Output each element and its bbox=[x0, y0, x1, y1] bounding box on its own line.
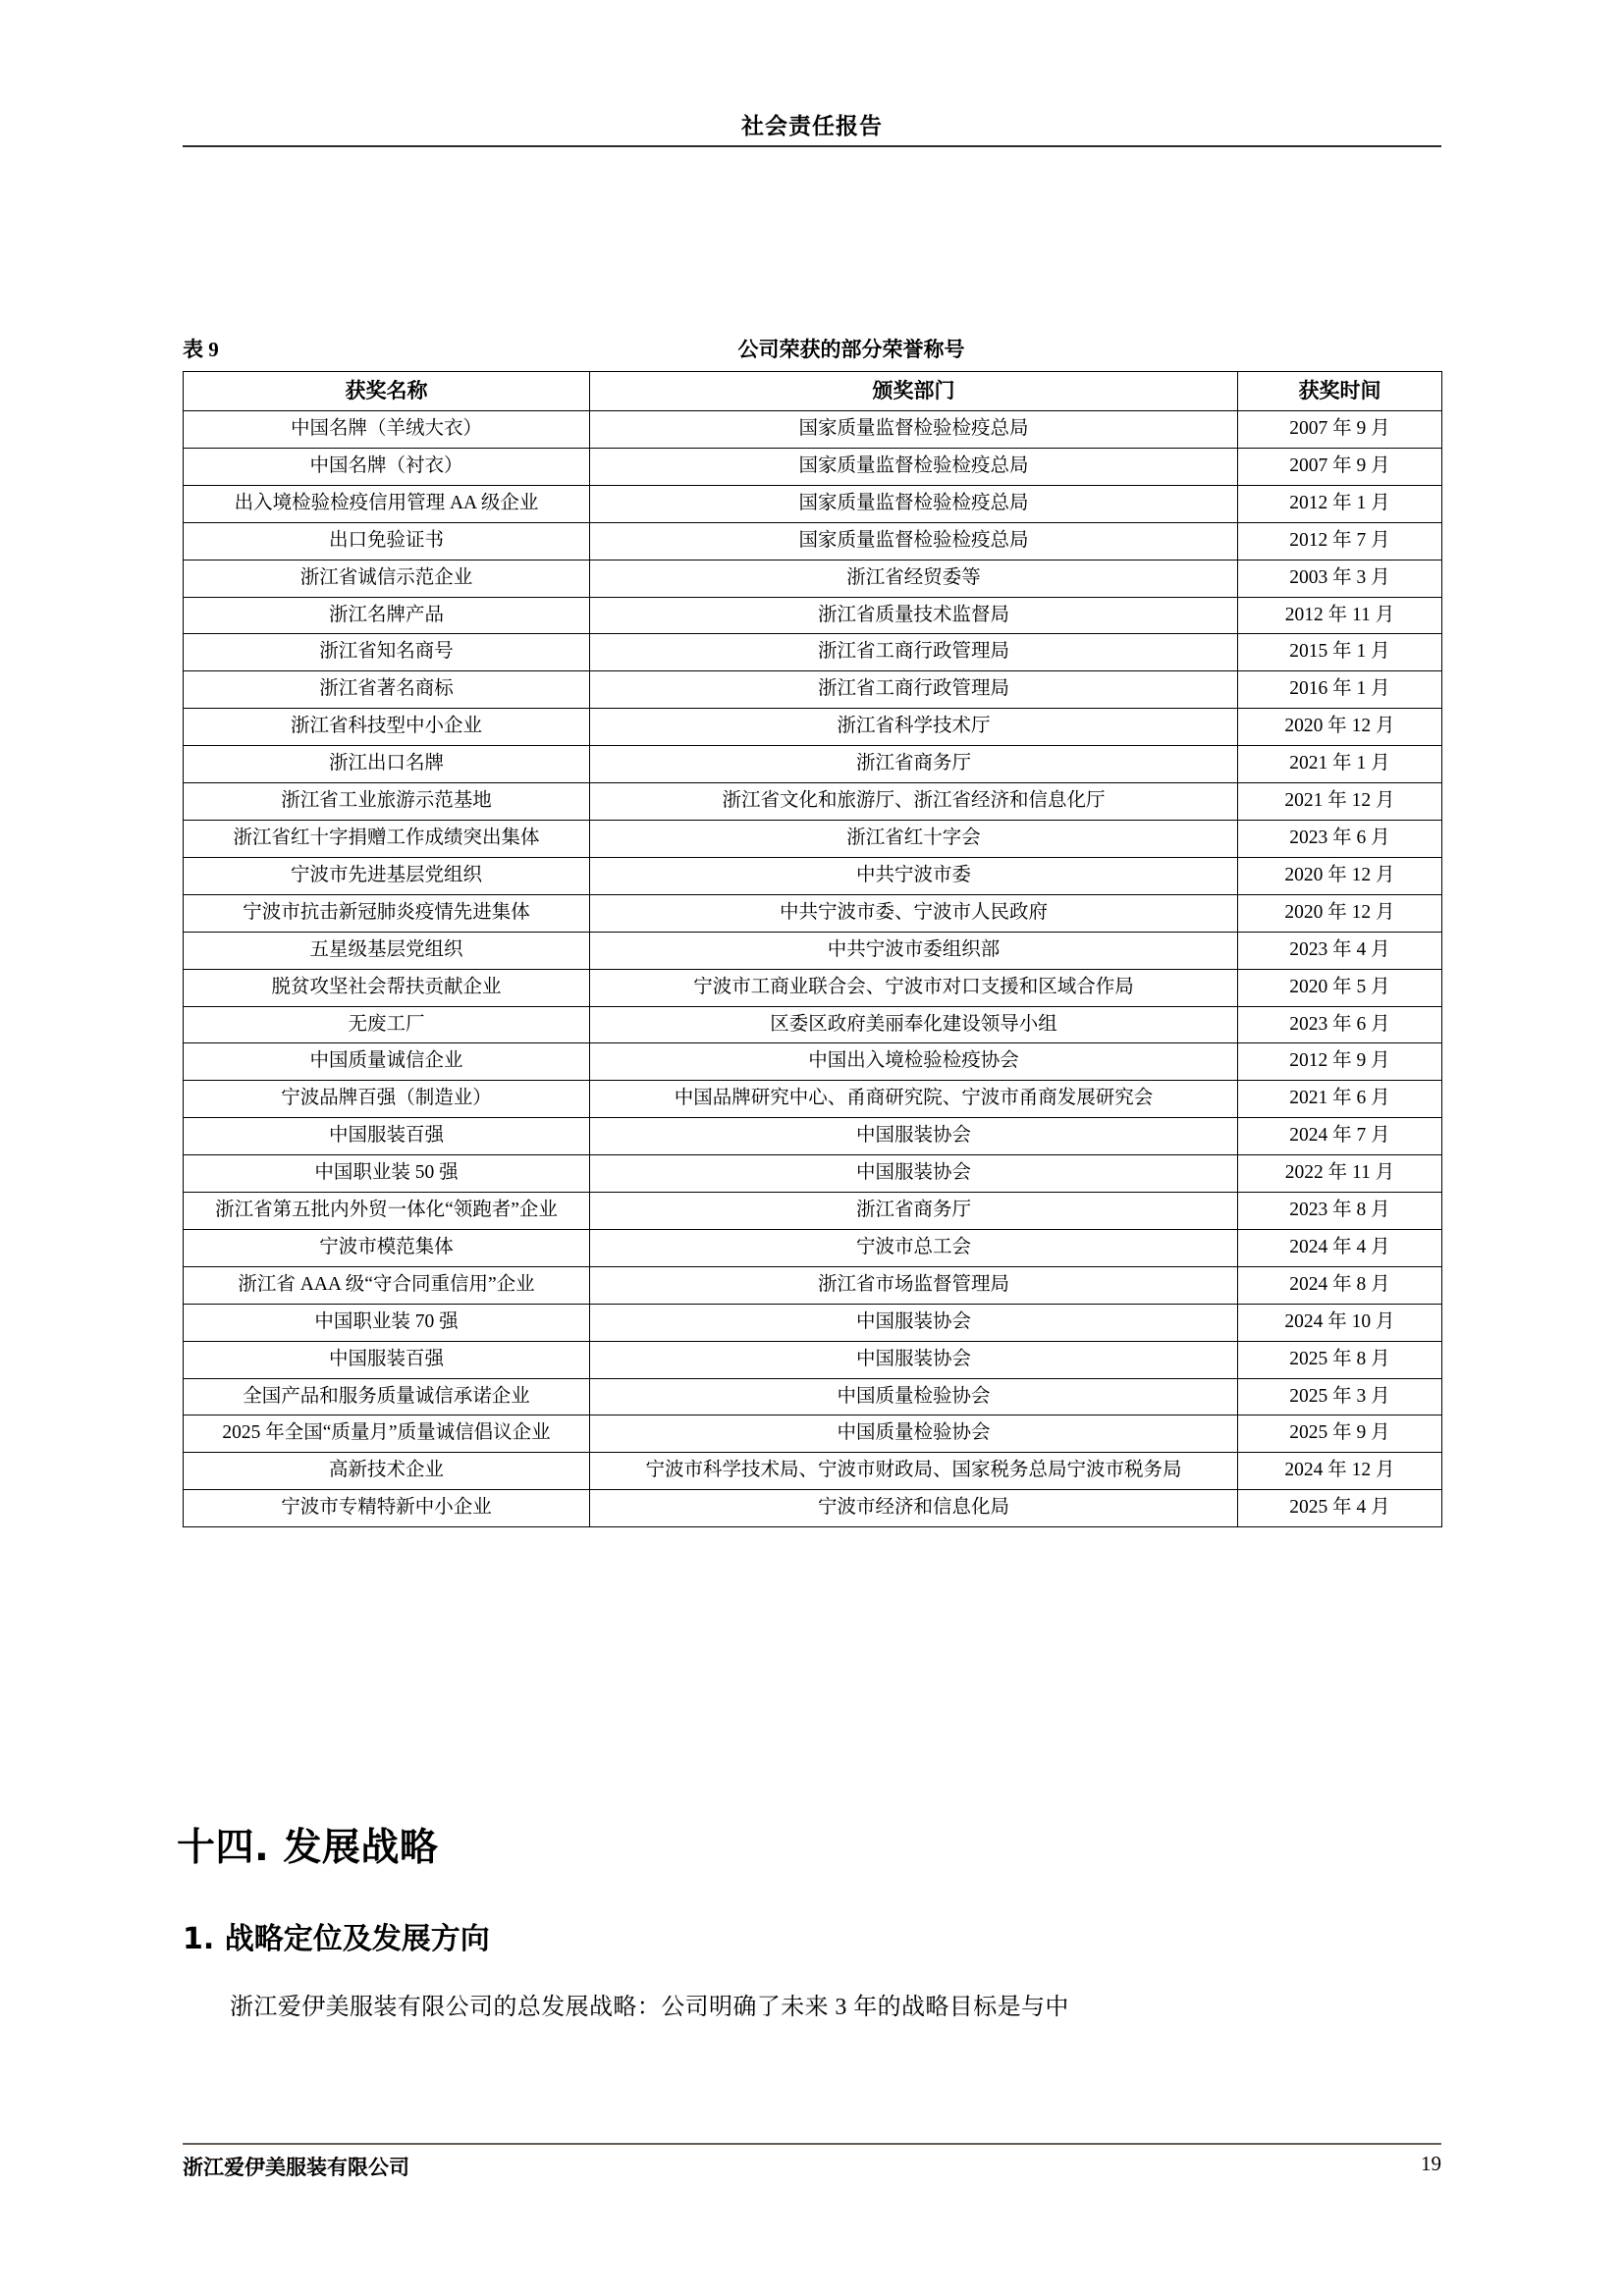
table-cell-name: 中国职业装 70 强 bbox=[184, 1304, 590, 1341]
table-row bbox=[184, 485, 1442, 522]
table-cell-name: 五星级基层党组织 bbox=[184, 932, 590, 969]
table-cell-date: 2023 年 6 月 bbox=[1238, 1006, 1442, 1043]
table-cell-name: 浙江省工业旅游示范基地 bbox=[184, 783, 590, 821]
table-row bbox=[184, 783, 1442, 821]
table-cell-dept: 国家质量监督检验检疫总局 bbox=[590, 411, 1238, 449]
table-cell-date: 2020 年 12 月 bbox=[1238, 709, 1442, 746]
table-cell-dept: 区委区政府美丽奉化建设领导小组 bbox=[590, 1006, 1238, 1043]
table-cell-name: 出入境检验检疫信用管理 AA 级企业 bbox=[184, 485, 590, 522]
table-row bbox=[184, 746, 1442, 783]
table-caption-title: 公司荣获的部分荣誉称号 bbox=[737, 338, 965, 361]
table-row bbox=[184, 1490, 1442, 1527]
table-cell-name: 宁波市专精特新中小企业 bbox=[184, 1490, 590, 1527]
table-row bbox=[184, 1378, 1442, 1415]
table-cell-dept: 浙江省红十字会 bbox=[590, 820, 1238, 857]
table-cell-dept: 中国服装协会 bbox=[590, 1304, 1238, 1341]
table-row bbox=[184, 1229, 1442, 1266]
table-cell-date: 2007 年 9 月 bbox=[1238, 448, 1442, 485]
table-cell-dept: 浙江省工商行政管理局 bbox=[590, 671, 1238, 709]
footer-divider bbox=[183, 2143, 1441, 2145]
table-cell-date: 2003 年 3 月 bbox=[1238, 560, 1442, 597]
table-row bbox=[184, 894, 1442, 932]
table-row bbox=[184, 1193, 1442, 1230]
table-row bbox=[184, 932, 1442, 969]
table-cell-name: 2025 年全国“质量月”质量诚信倡议企业 bbox=[184, 1415, 590, 1453]
table-cell-dept: 中国出入境检验检疫协会 bbox=[590, 1043, 1238, 1081]
table-cell-name: 出口免验证书 bbox=[184, 522, 590, 560]
subsection-heading-strategic-positioning: 1. 战略定位及发展方向 bbox=[183, 1922, 490, 1956]
table-cell-date: 2012 年 1 月 bbox=[1238, 485, 1442, 522]
table-cell-date: 2021 年 6 月 bbox=[1238, 1081, 1442, 1118]
table-cell-name: 宁波市抗击新冠肺炎疫情先进集体 bbox=[184, 894, 590, 932]
table-cell-dept: 国家质量监督检验检疫总局 bbox=[590, 522, 1238, 560]
table-header-row bbox=[184, 372, 1442, 411]
table-cell-dept: 中国服装协会 bbox=[590, 1155, 1238, 1193]
table-cell-date: 2021 年 12 月 bbox=[1238, 783, 1442, 821]
table-cell-name: 浙江出口名牌 bbox=[184, 746, 590, 783]
table-cell-date: 2024 年 12 月 bbox=[1238, 1453, 1442, 1490]
table-row bbox=[184, 1155, 1442, 1193]
footer-page-number: 19 bbox=[1421, 2152, 1441, 2175]
table-cell-dept: 浙江省质量技术监督局 bbox=[590, 597, 1238, 634]
table-row bbox=[184, 522, 1442, 560]
table-cell-dept: 宁波市科学技术局、宁波市财政局、国家税务总局宁波市税务局 bbox=[590, 1453, 1238, 1490]
table-cell-date: 2025 年 4 月 bbox=[1238, 1490, 1442, 1527]
table-cell-date: 2023 年 8 月 bbox=[1238, 1193, 1442, 1230]
table-cell-dept: 中国服装协会 bbox=[590, 1118, 1238, 1155]
table-row bbox=[184, 857, 1442, 894]
table-row bbox=[184, 1043, 1442, 1081]
table-cell-dept: 宁波市经济和信息化局 bbox=[590, 1490, 1238, 1527]
table-cell-date: 2024 年 7 月 bbox=[1238, 1118, 1442, 1155]
table-cell-date: 2015 年 1 月 bbox=[1238, 634, 1442, 671]
table-cell-name: 中国质量诚信企业 bbox=[184, 1043, 590, 1081]
table-cell-name: 中国服装百强 bbox=[184, 1118, 590, 1155]
body-paragraph: 浙江爱伊美服装有限公司的总发展战略：公司明确了未来 3 年的战略目标是与中 bbox=[230, 1995, 1069, 2020]
table-cell-date: 2007 年 9 月 bbox=[1238, 411, 1442, 449]
table-row bbox=[184, 411, 1442, 449]
page-header-title: 社会责任报告 bbox=[741, 114, 883, 138]
table-row bbox=[184, 634, 1442, 671]
table-row bbox=[184, 1341, 1442, 1378]
table-row bbox=[184, 671, 1442, 709]
table-cell-dept: 中国质量检验协会 bbox=[590, 1378, 1238, 1415]
table-row bbox=[184, 1453, 1442, 1490]
header-divider bbox=[183, 145, 1441, 147]
column-header-name: 获奖名称 bbox=[184, 372, 590, 411]
table-cell-dept: 国家质量监督检验检疫总局 bbox=[590, 448, 1238, 485]
table-cell-date: 2025 年 9 月 bbox=[1238, 1415, 1442, 1453]
table-cell-date: 2020 年 5 月 bbox=[1238, 969, 1442, 1006]
table-cell-name: 浙江省科技型中小企业 bbox=[184, 709, 590, 746]
table-cell-date: 2024 年 8 月 bbox=[1238, 1266, 1442, 1304]
table-cell-date: 2025 年 3 月 bbox=[1238, 1378, 1442, 1415]
table-cell-dept: 中国质量检验协会 bbox=[590, 1415, 1238, 1453]
table-cell-date: 2024 年 4 月 bbox=[1238, 1229, 1442, 1266]
table-row bbox=[184, 1081, 1442, 1118]
table-cell-dept: 浙江省经贸委等 bbox=[590, 560, 1238, 597]
table-cell-name: 宁波品牌百强（制造业） bbox=[184, 1081, 590, 1118]
table-cell-date: 2025 年 8 月 bbox=[1238, 1341, 1442, 1378]
table-cell-dept: 浙江省商务厅 bbox=[590, 1193, 1238, 1230]
table-cell-date: 2020 年 12 月 bbox=[1238, 894, 1442, 932]
table-cell-date: 2020 年 12 月 bbox=[1238, 857, 1442, 894]
table-row bbox=[184, 709, 1442, 746]
table-cell-date: 2024 年 10 月 bbox=[1238, 1304, 1442, 1341]
table-caption bbox=[183, 334, 1441, 363]
table-cell-dept: 浙江省文化和旅游厅、浙江省经济和信息化厅 bbox=[590, 783, 1238, 821]
table-row bbox=[184, 1006, 1442, 1043]
column-header-date: 获奖时间 bbox=[1238, 372, 1442, 411]
table-cell-date: 2022 年 11 月 bbox=[1238, 1155, 1442, 1193]
table-cell-name: 浙江省知名商号 bbox=[184, 634, 590, 671]
table-row bbox=[184, 1266, 1442, 1304]
table-cell-name: 浙江省著名商标 bbox=[184, 671, 590, 709]
table-cell-name: 浙江省诚信示范企业 bbox=[184, 560, 590, 597]
table-row bbox=[184, 969, 1442, 1006]
table-cell-dept: 中共宁波市委组织部 bbox=[590, 932, 1238, 969]
table-cell-name: 高新技术企业 bbox=[184, 1453, 590, 1490]
table-cell-dept: 宁波市工商业联合会、宁波市对口支援和区域合作局 bbox=[590, 969, 1238, 1006]
table-cell-dept: 浙江省科学技术厅 bbox=[590, 709, 1238, 746]
table-cell-dept: 国家质量监督检验检疫总局 bbox=[590, 485, 1238, 522]
table-cell-dept: 中共宁波市委、宁波市人民政府 bbox=[590, 894, 1238, 932]
table-row bbox=[184, 1415, 1442, 1453]
table-cell-name: 中国名牌（衬衣） bbox=[184, 448, 590, 485]
table-row bbox=[184, 448, 1442, 485]
table-cell-name: 宁波市先进基层党组织 bbox=[184, 857, 590, 894]
table-row bbox=[184, 597, 1442, 634]
table-cell-dept: 浙江省市场监督管理局 bbox=[590, 1266, 1238, 1304]
table-cell-dept: 宁波市总工会 bbox=[590, 1229, 1238, 1266]
table-row bbox=[184, 560, 1442, 597]
footer-company-name: 浙江爱伊美服装有限公司 bbox=[183, 2156, 409, 2179]
table-cell-date: 2016 年 1 月 bbox=[1238, 671, 1442, 709]
table-cell-date: 2023 年 6 月 bbox=[1238, 820, 1442, 857]
table-cell-name: 中国职业装 50 强 bbox=[184, 1155, 590, 1193]
table-cell-name: 浙江名牌产品 bbox=[184, 597, 590, 634]
table-row bbox=[184, 1118, 1442, 1155]
table-cell-dept: 中共宁波市委 bbox=[590, 857, 1238, 894]
table-cell-name: 宁波市模范集体 bbox=[184, 1229, 590, 1266]
table-cell-name: 浙江省 AAA 级“守合同重信用”企业 bbox=[184, 1266, 590, 1304]
honors-table bbox=[183, 371, 1442, 1527]
table-cell-name: 无废工厂 bbox=[184, 1006, 590, 1043]
table-row bbox=[184, 820, 1442, 857]
table-cell-dept: 中国服装协会 bbox=[590, 1341, 1238, 1378]
table-cell-dept: 浙江省商务厅 bbox=[590, 746, 1238, 783]
table-cell-date: 2023 年 4 月 bbox=[1238, 932, 1442, 969]
table-cell-date: 2012 年 9 月 bbox=[1238, 1043, 1442, 1081]
table-cell-name: 浙江省第五批内外贸一体化“领跑者”企业 bbox=[184, 1193, 590, 1230]
table-cell-date: 2012 年 7 月 bbox=[1238, 522, 1442, 560]
column-header-department: 颁奖部门 bbox=[590, 372, 1238, 411]
section-heading-development-strategy: 十四. 发展战略 bbox=[177, 1826, 439, 1870]
table-cell-dept: 中国品牌研究中心、甬商研究院、宁波市甬商发展研究会 bbox=[590, 1081, 1238, 1118]
table-cell-date: 2012 年 11 月 bbox=[1238, 597, 1442, 634]
table-row bbox=[184, 1304, 1442, 1341]
table-cell-date: 2021 年 1 月 bbox=[1238, 746, 1442, 783]
table-cell-name: 中国服装百强 bbox=[184, 1341, 590, 1378]
table-cell-name: 脱贫攻坚社会帮扶贡献企业 bbox=[184, 969, 590, 1006]
table-cell-name: 中国名牌（羊绒大衣） bbox=[184, 411, 590, 449]
table-cell-name: 浙江省红十字捐赠工作成绩突出集体 bbox=[184, 820, 590, 857]
table-caption-label: 表 9 bbox=[183, 338, 219, 361]
table-cell-name: 全国产品和服务质量诚信承诺企业 bbox=[184, 1378, 590, 1415]
table-cell-dept: 浙江省工商行政管理局 bbox=[590, 634, 1238, 671]
